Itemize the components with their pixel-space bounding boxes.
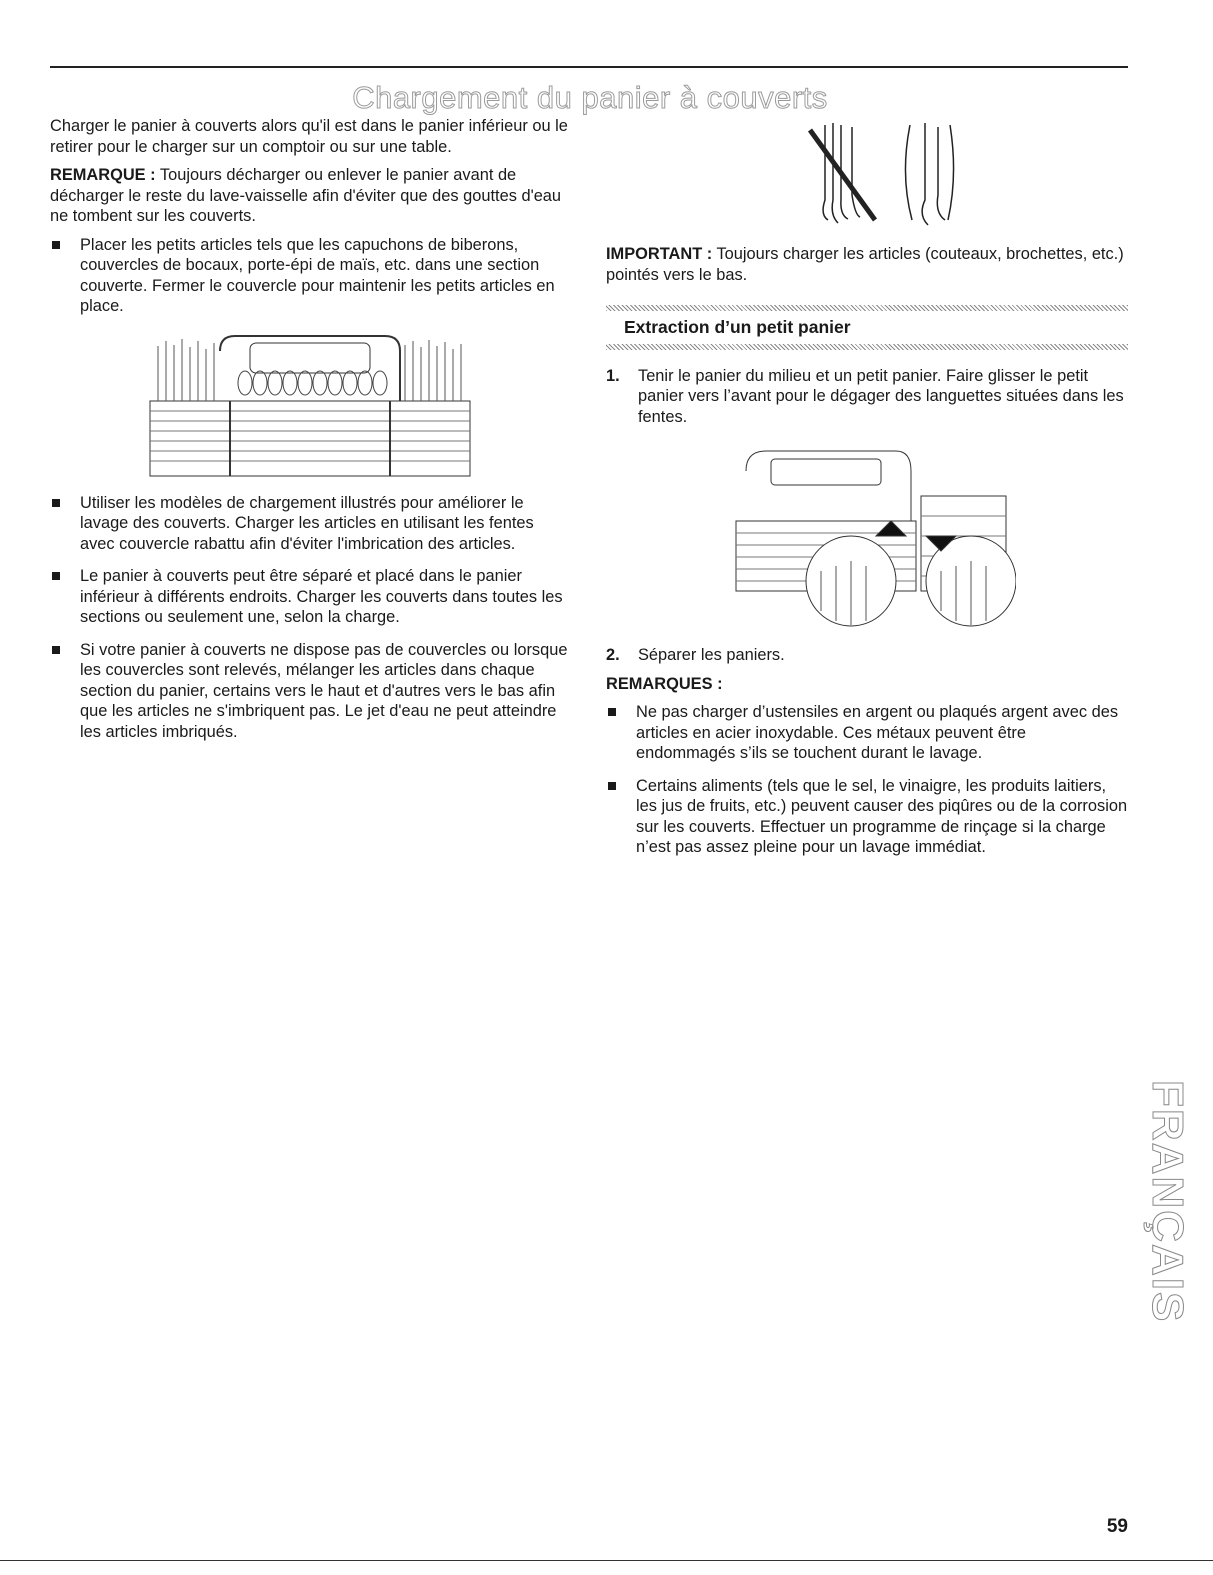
note-text: Toujours décharger ou enlever le panier avant de décharger le reste du lave-vaisselle afin d'éviter que des gouttes d'eau ne tombent sur les couverts. — [50, 166, 562, 225]
hatch-divider-bottom — [606, 344, 1128, 350]
left-column — [50, 116, 572, 754]
step-number: 1. — [606, 366, 620, 385]
intro-paragraph: Charger le panier à couverts alors qu'il est dans le panier inférieur ou le retirer pour le charger sur un comptoir ou sur une table. — [50, 117, 568, 156]
step-text: Séparer les paniers. — [638, 646, 785, 664]
remarks-label: REMARQUES : — [606, 674, 723, 693]
list-item: Placer les petits articles tels que les capuchons de biberons, couvercles de bocaux, porte-épi de maïs, etc. dans une section couverte. Fermer le couvercle pour maintenir les petits articles en place. — [50, 235, 572, 317]
knives-forks-pointed-down-illustration — [800, 115, 970, 230]
steps-list-2 — [606, 645, 1128, 666]
important-text: Toujours charger les articles (couteaux, brochettes, etc.) pointés vers le bas. — [606, 245, 1124, 284]
basket-separation-illustration — [726, 441, 1016, 631]
important-paragraph — [606, 244, 1128, 285]
remarks-list — [606, 702, 1128, 858]
step-item — [606, 645, 1128, 666]
list-item: Ne pas charger d’ustensiles en argent ou plaqués argent avec des articles en acier inoxydable. Ces métaux peuvent être endommagés s’ils se touchent durant le lavage. — [606, 702, 1128, 764]
step-number: 2. — [606, 646, 620, 664]
silverware-basket-illustration — [140, 331, 480, 481]
page-number: 59 — [1106, 1516, 1128, 1537]
note-paragraph — [50, 165, 572, 227]
bottom-rule — [0, 1560, 1213, 1561]
list-item: Le panier à couverts peut être séparé et placé dans le panier inférieur à différents endroits. Charger les couverts dans toutes les sections ou seulement une, selon la charge. — [50, 566, 572, 628]
note-label: REMARQUE : — [50, 166, 156, 184]
bullet-list-bottom — [50, 493, 572, 743]
page-title: Chargement du panier à couverts — [352, 80, 828, 115]
top-rule — [50, 66, 1128, 68]
language-side-tab — [1140, 1080, 1196, 1350]
list-item: Si votre panier à couverts ne dispose pas de couvercles ou lorsque les couvercles sont relevés, mélanger les articles dans chaque section du panier, certains vers le haut et d'autres vers le bas afin que les articles ne s'imbriquent pas. Le jet d'eau ne peut atteindre les articles imbriqués. — [50, 640, 572, 743]
step-item — [606, 366, 1128, 428]
right-column — [606, 244, 1128, 870]
bullet-list-top — [50, 235, 572, 317]
step-text: Tenir le panier du milieu et un petit panier. Faire glisser le petit panier vers l’avant pour le dégager des languettes situées dans les fentes. — [638, 366, 1124, 426]
important-label: IMPORTANT : — [606, 245, 713, 263]
section-heading: Extraction d’un petit panier — [624, 317, 851, 337]
section-heading-bar — [606, 305, 1128, 350]
language-label: FRANÇAIS — [1143, 1080, 1192, 1324]
list-item: Certains aliments (tels que le sel, le vinaigre, les produits laitiers, les jus de fruits, etc.) peuvent causer des piqûres ou de la corrosion sur les couverts. Effectuer un programme de rinçage si la charge n’est pas assez pleine pour un lavage immédiat. — [606, 776, 1128, 858]
list-item: Utiliser les modèles de chargement illustrés pour améliorer le lavage des couverts. Charger les articles en utilisant les fentes avec couvercle rabattu afin d'éviter l'imbrication des articles. — [50, 493, 572, 555]
steps-list — [606, 366, 1128, 428]
